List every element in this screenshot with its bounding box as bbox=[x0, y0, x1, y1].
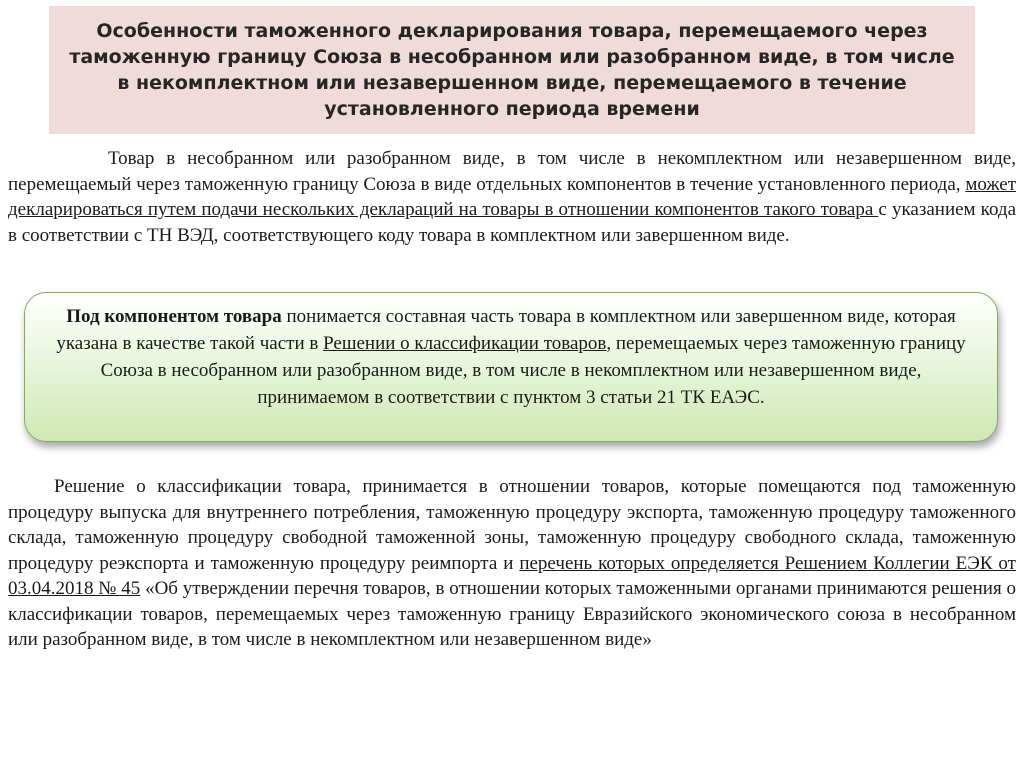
component-definition-text bbox=[47, 303, 975, 411]
paragraph3-text-after: «Об утверждении перечня товаров, в отношении которых таможенными органами принимаются решения о классификации товаров, перемещаемых через таможенную границу Евразийского экономического союза в несобранном или разобранном виде, в том числе в некомплектном или незавершенном виде» bbox=[8, 578, 1016, 650]
note-text-before: понимается составная часть товара в комплектном или завершенном виде, которая указана в качестве такой части в bbox=[56, 306, 956, 354]
paragraph3-text-before: Решение о классификации товара, принимается в отношении товаров, которые помещаются под таможенную процедуру выпуска для внутреннего потребления, таможенную процедуру экспорта, таможенную процедуру таможенного склада, таможенную процедуру свободной таможенной зоны, таможенную процедуру свободного склада, таможенную процедуру реэкспорта и таможенную процедуру реимпорта и bbox=[8, 476, 1016, 574]
paragraph1-underlined: может декларироваться путем подачи нескольких деклараций на товары в отношении компонентов такого товара bbox=[8, 173, 1016, 220]
component-term: Под компонентом товара bbox=[66, 306, 282, 327]
paragraph1-text-before: Товар в несобранном или разобранном виде, в том числе в некомплектном или незавершенном виде, перемещаемый через таможенную границу Союза в виде отдельных компонентов в течение установленного периода, bbox=[8, 148, 1016, 195]
paragraph-classification-decision bbox=[8, 474, 1016, 653]
paragraph1-text-after: с указанием кода в соответствии с ТН ВЭД, соответствующего коду товара в комплектном или завершенном виде. bbox=[8, 199, 1016, 246]
paragraph3-underlined: перечень которых определяется Решением Коллегии ЕЭК от 03.04.2018 № 45 bbox=[8, 552, 1016, 599]
note-text-after: , перемещаемых через таможенную границу Союза в несобранном или разобранном виде, в том числе в некомплектном или незавершенном виде, принимаемом в соответствии с пунктом 3 статьи 21 ТК ЕАЭС. bbox=[100, 333, 966, 408]
component-definition-box bbox=[24, 292, 998, 442]
slide-title: Особенности таможенного декларирования товара, перемещаемого через таможенную границу Союза в несобранном или разобранном виде, в том числе в некомплектном или незавершенном виде, перемещаемого в течение установленного периода времени bbox=[69, 20, 955, 120]
paragraph-goods-declaration bbox=[8, 146, 1016, 248]
slide-title-box bbox=[49, 6, 975, 134]
note-underlined-decision: Решении о классификации товаров bbox=[323, 333, 607, 354]
